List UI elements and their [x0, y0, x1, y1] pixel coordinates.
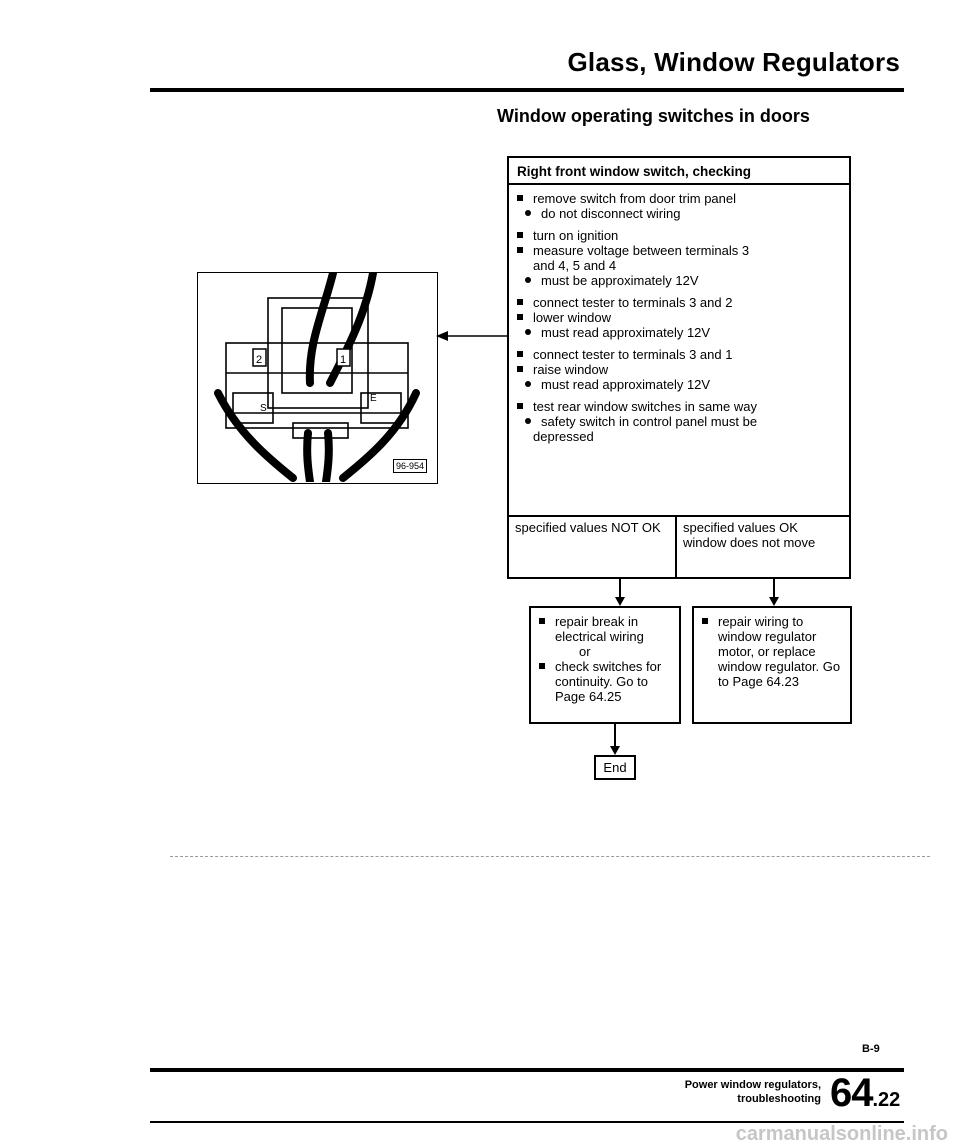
terminal-label: S: [260, 403, 267, 414]
step-text: connect tester to terminals 3 and 1: [533, 347, 733, 362]
step-line: [517, 414, 841, 429]
square-bullet-icon: [517, 232, 523, 238]
step-line: [517, 191, 841, 206]
step-group: [517, 228, 841, 288]
step-line: [517, 243, 841, 258]
step-group: [517, 191, 841, 221]
watermark: carmanualsonline.info: [735, 1123, 948, 1145]
procedure-box: [507, 156, 851, 579]
step-line: [517, 429, 841, 444]
branch-not-ok: specified values NOT OK: [509, 517, 677, 579]
square-bullet-icon: [517, 299, 523, 305]
page-header-title: Glass, Window Regulators: [567, 47, 900, 77]
step-text: safety switch in control panel must be: [541, 414, 758, 429]
connector-right: [773, 579, 775, 599]
outcome-step: repair wiring to window regulator motor, or replace window regulator. Go to Page 64.23: [718, 614, 841, 689]
leader-arrow: [436, 330, 508, 342]
connector-end: [614, 724, 616, 748]
terminal-label: 2: [256, 354, 263, 366]
page-number-major: 64: [830, 1071, 873, 1115]
step-line: [517, 325, 841, 340]
round-bullet-icon: [525, 418, 531, 424]
step-text: turn on ignition: [533, 228, 619, 243]
procedure-heading: Right front window switch, checking: [509, 158, 849, 185]
outcome-ok-box: [692, 606, 852, 724]
round-bullet-icon: [525, 277, 531, 283]
step-text: connect tester to terminals 3 and 2: [533, 295, 733, 310]
step-group: [517, 347, 841, 392]
switch-diagram: [197, 272, 438, 484]
step-text: raise window: [533, 362, 609, 377]
outcome-step: check switches for continuity. Go to Page 64.25: [555, 659, 662, 704]
arrow-down-icon: [769, 597, 779, 606]
branch-row: [509, 515, 849, 579]
step-line: [517, 228, 841, 243]
square-bullet-icon: [517, 366, 523, 372]
square-bullet-icon: [517, 314, 523, 320]
page-number: [830, 1071, 900, 1116]
step-line: [517, 347, 841, 362]
step-text: and 4, 5 and 4: [533, 258, 617, 273]
step-text: remove switch from door trim panel: [533, 191, 737, 206]
procedure-steps: [509, 185, 849, 444]
figure-label: 96-954: [393, 459, 427, 473]
step-line: [517, 258, 841, 273]
step-line: [517, 206, 841, 221]
step-text: do not disconnect wiring: [541, 206, 681, 221]
round-bullet-icon: [525, 210, 531, 216]
square-bullet-icon: [517, 195, 523, 201]
header-rule: [150, 88, 904, 92]
footer-caption-line: Power window regulators,: [684, 1079, 821, 1091]
square-bullet-icon: [517, 403, 523, 409]
step-text: depressed: [533, 429, 594, 444]
step-line: [517, 295, 841, 310]
step-line: [517, 310, 841, 325]
step-text: must read approximately 12V: [541, 325, 711, 340]
outcome-or: or: [579, 644, 591, 659]
page-id: B-9: [862, 1043, 880, 1055]
step-text: must read approximately 12V: [541, 377, 711, 392]
branch-ok: specified values OK window does not move: [683, 520, 816, 550]
switch-diagram-drawing: [198, 273, 436, 482]
step-line: [517, 399, 841, 414]
step-text: test rear window switches in same way: [533, 399, 757, 414]
connector-left: [619, 579, 621, 599]
terminal-label: 1: [340, 354, 347, 366]
step-group: [517, 399, 841, 444]
step-text: lower window: [533, 310, 612, 325]
end-box: End: [594, 755, 636, 780]
terminal-label: E: [370, 393, 377, 404]
section-title: Window operating switches in doors: [497, 106, 810, 126]
dashed-divider: [170, 856, 930, 857]
outcome-step: repair break in electrical wiring: [555, 614, 644, 644]
footer-rule: [150, 1068, 904, 1072]
footer-caption: [625, 1078, 821, 1106]
step-text: must be approximately 12V: [541, 273, 699, 288]
step-line: [517, 273, 841, 288]
step-group: [517, 295, 841, 340]
round-bullet-icon: [525, 329, 531, 335]
page-number-minor: .22: [872, 1089, 901, 1111]
outcome-not-ok-box: [529, 606, 681, 724]
square-bullet-icon: [517, 351, 523, 357]
square-bullet-icon: [517, 247, 523, 253]
footer-caption-line: troubleshooting: [737, 1093, 821, 1105]
round-bullet-icon: [525, 381, 531, 387]
arrow-down-icon: [615, 597, 625, 606]
step-text: measure voltage between terminals 3: [533, 243, 750, 258]
step-line: [517, 362, 841, 377]
arrow-down-icon: [610, 746, 620, 755]
step-line: [517, 377, 841, 392]
